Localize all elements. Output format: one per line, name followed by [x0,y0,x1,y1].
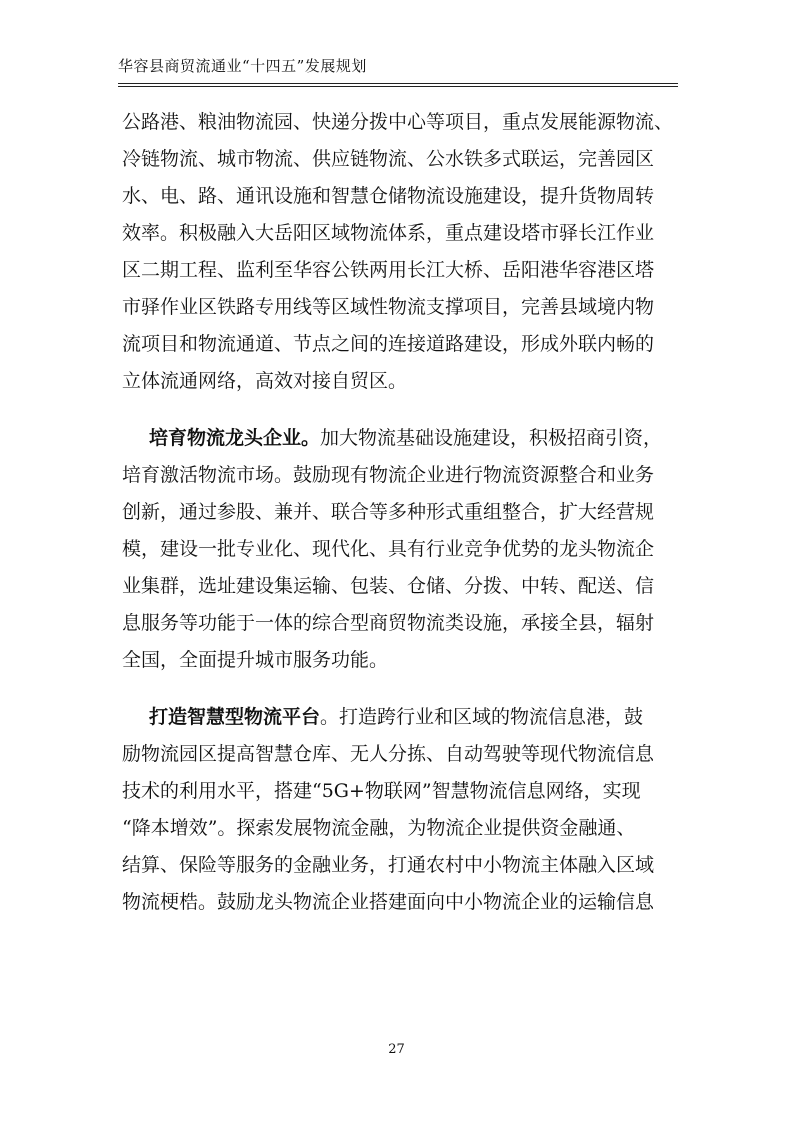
text-line: 公路港、粮油物流园、快递分拨中心等项目，重点发展能源物流、 [122,111,674,133]
paragraph-lead: 培育物流龙头企业。 [149,427,321,449]
text-line: 息服务等功能于一体的综合型商贸物流类设施，承接全县，辐射 [122,612,655,634]
text-line-first [122,420,678,457]
text-line: 励物流园区提高智慧仓库、无人分拣、自动驾驶等现代物流信息 [122,743,655,765]
text-line: 立体流通网络，高效对接自贸区。 [122,370,408,392]
paragraph-first-line-rest: 加大物流基础设施建设，积极招商引资， [320,427,663,449]
text-line: 结算、保险等服务的金融业务，打通农村中小物流主体融入区域 [122,854,655,876]
header-rule [118,83,678,84]
text-line: 全国，全面提升城市服务功能。 [122,649,389,671]
paragraph [122,420,678,679]
text-line: 水、电、路、通讯设施和智慧仓储物流设施建设，提升货物周转 [122,185,655,207]
text-line: “降本增效”。探索发展物流金融，为物流企业提供资金融通、 [122,817,636,839]
paragraph-first-line-rest: 。打造跨行业和区域的物流信息港，鼓 [320,706,644,728]
text-line: 业集群，选址建设集运输、包装、仓储、分拨、中转、配送、信 [122,575,655,597]
text-line: 市驿作业区铁路专用线等区域性物流支撑项目，完善县域境内物 [122,296,655,318]
text-line: 培育激活物流市场。鼓励现有物流企业进行物流资源整合和业务 [122,464,655,486]
paragraph [122,104,678,400]
header-rule-secondary [118,86,678,87]
text-line: 创新，通过参股、兼并、联合等多种形式重组整合，扩大经营规 [122,501,655,523]
paragraph [122,699,678,921]
text-line: 冷链物流、城市物流、供应链物流、公水铁多式联运，完善园区 [122,148,655,170]
page-number: 27 [388,1042,405,1057]
paragraph-spacer [122,679,678,699]
text-line: 物流梗梏。鼓励龙头物流企业搭建面向中小物流企业的运输信息 [122,891,655,913]
paragraph-spacer [122,400,678,420]
text-line: 流项目和物流通道、节点之间的连接道路建设，形成外联内畅的 [122,333,655,355]
text-line: 效率。积极融入大岳阳区域物流体系，重点建设塔市驿长江作业 [122,222,655,244]
text-line-first [122,699,678,736]
page-header: 华容县商贸流通业“十四五”发展规划 [118,57,367,75]
document-body [122,104,678,921]
text-line: 技术的利用水平，搭建“5G+物联网”智慧物流信息网络，实现 [122,780,641,802]
text-line: 区二期工程、监利至华容公铁两用长江大桥、岳阳港华容港区塔 [122,259,655,281]
text-line: 模，建设一批专业化、现代化、具有行业竞争优势的龙头物流企 [122,538,655,560]
paragraph-lead: 打造智慧型物流平台 [149,706,321,728]
